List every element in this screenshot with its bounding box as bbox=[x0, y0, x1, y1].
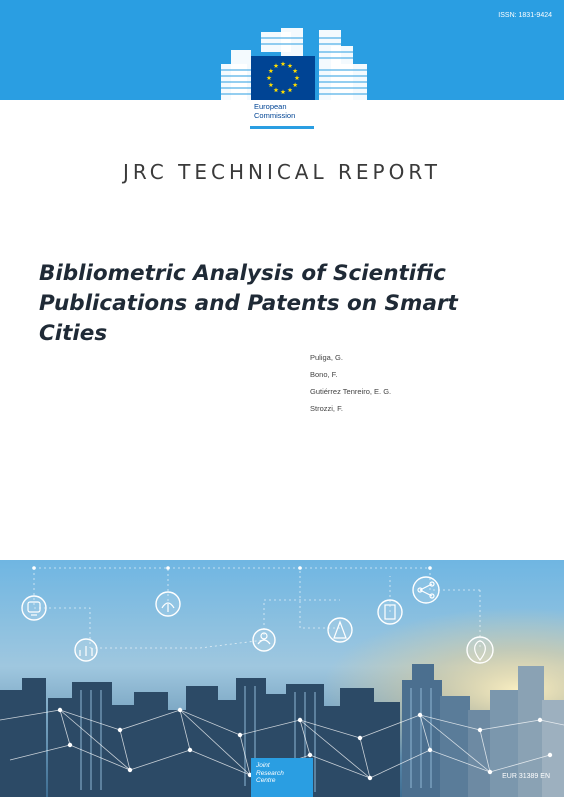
eur-number: EUR 31389 EN bbox=[502, 773, 550, 780]
series-title: JRC TECHNICAL REPORT bbox=[123, 160, 441, 184]
commission-label bbox=[254, 102, 295, 120]
share-icon bbox=[413, 577, 439, 603]
jrc-logo bbox=[251, 758, 313, 797]
author-name: Strozzi, F. bbox=[310, 404, 343, 413]
author-name: Bono, F. bbox=[310, 370, 338, 379]
author-name: Puliga, G. bbox=[310, 353, 343, 362]
author-name: Gutiérrez Tenreiro, E. G. bbox=[310, 387, 392, 396]
author-list bbox=[310, 349, 391, 417]
commission-label-line2: Commission bbox=[254, 111, 296, 120]
commission-label-line1: European bbox=[254, 102, 287, 111]
robot-icon bbox=[22, 596, 46, 620]
report-title: Bibliometric Analysis of Scientific Publications and Patents on Smart Cities bbox=[39, 261, 458, 346]
issn-number: ISSN: 1831-9424 bbox=[498, 12, 552, 19]
document-icon bbox=[378, 600, 402, 624]
jrc-logo-text: Joint Research Centre bbox=[256, 762, 284, 784]
logo-underline bbox=[250, 126, 314, 129]
